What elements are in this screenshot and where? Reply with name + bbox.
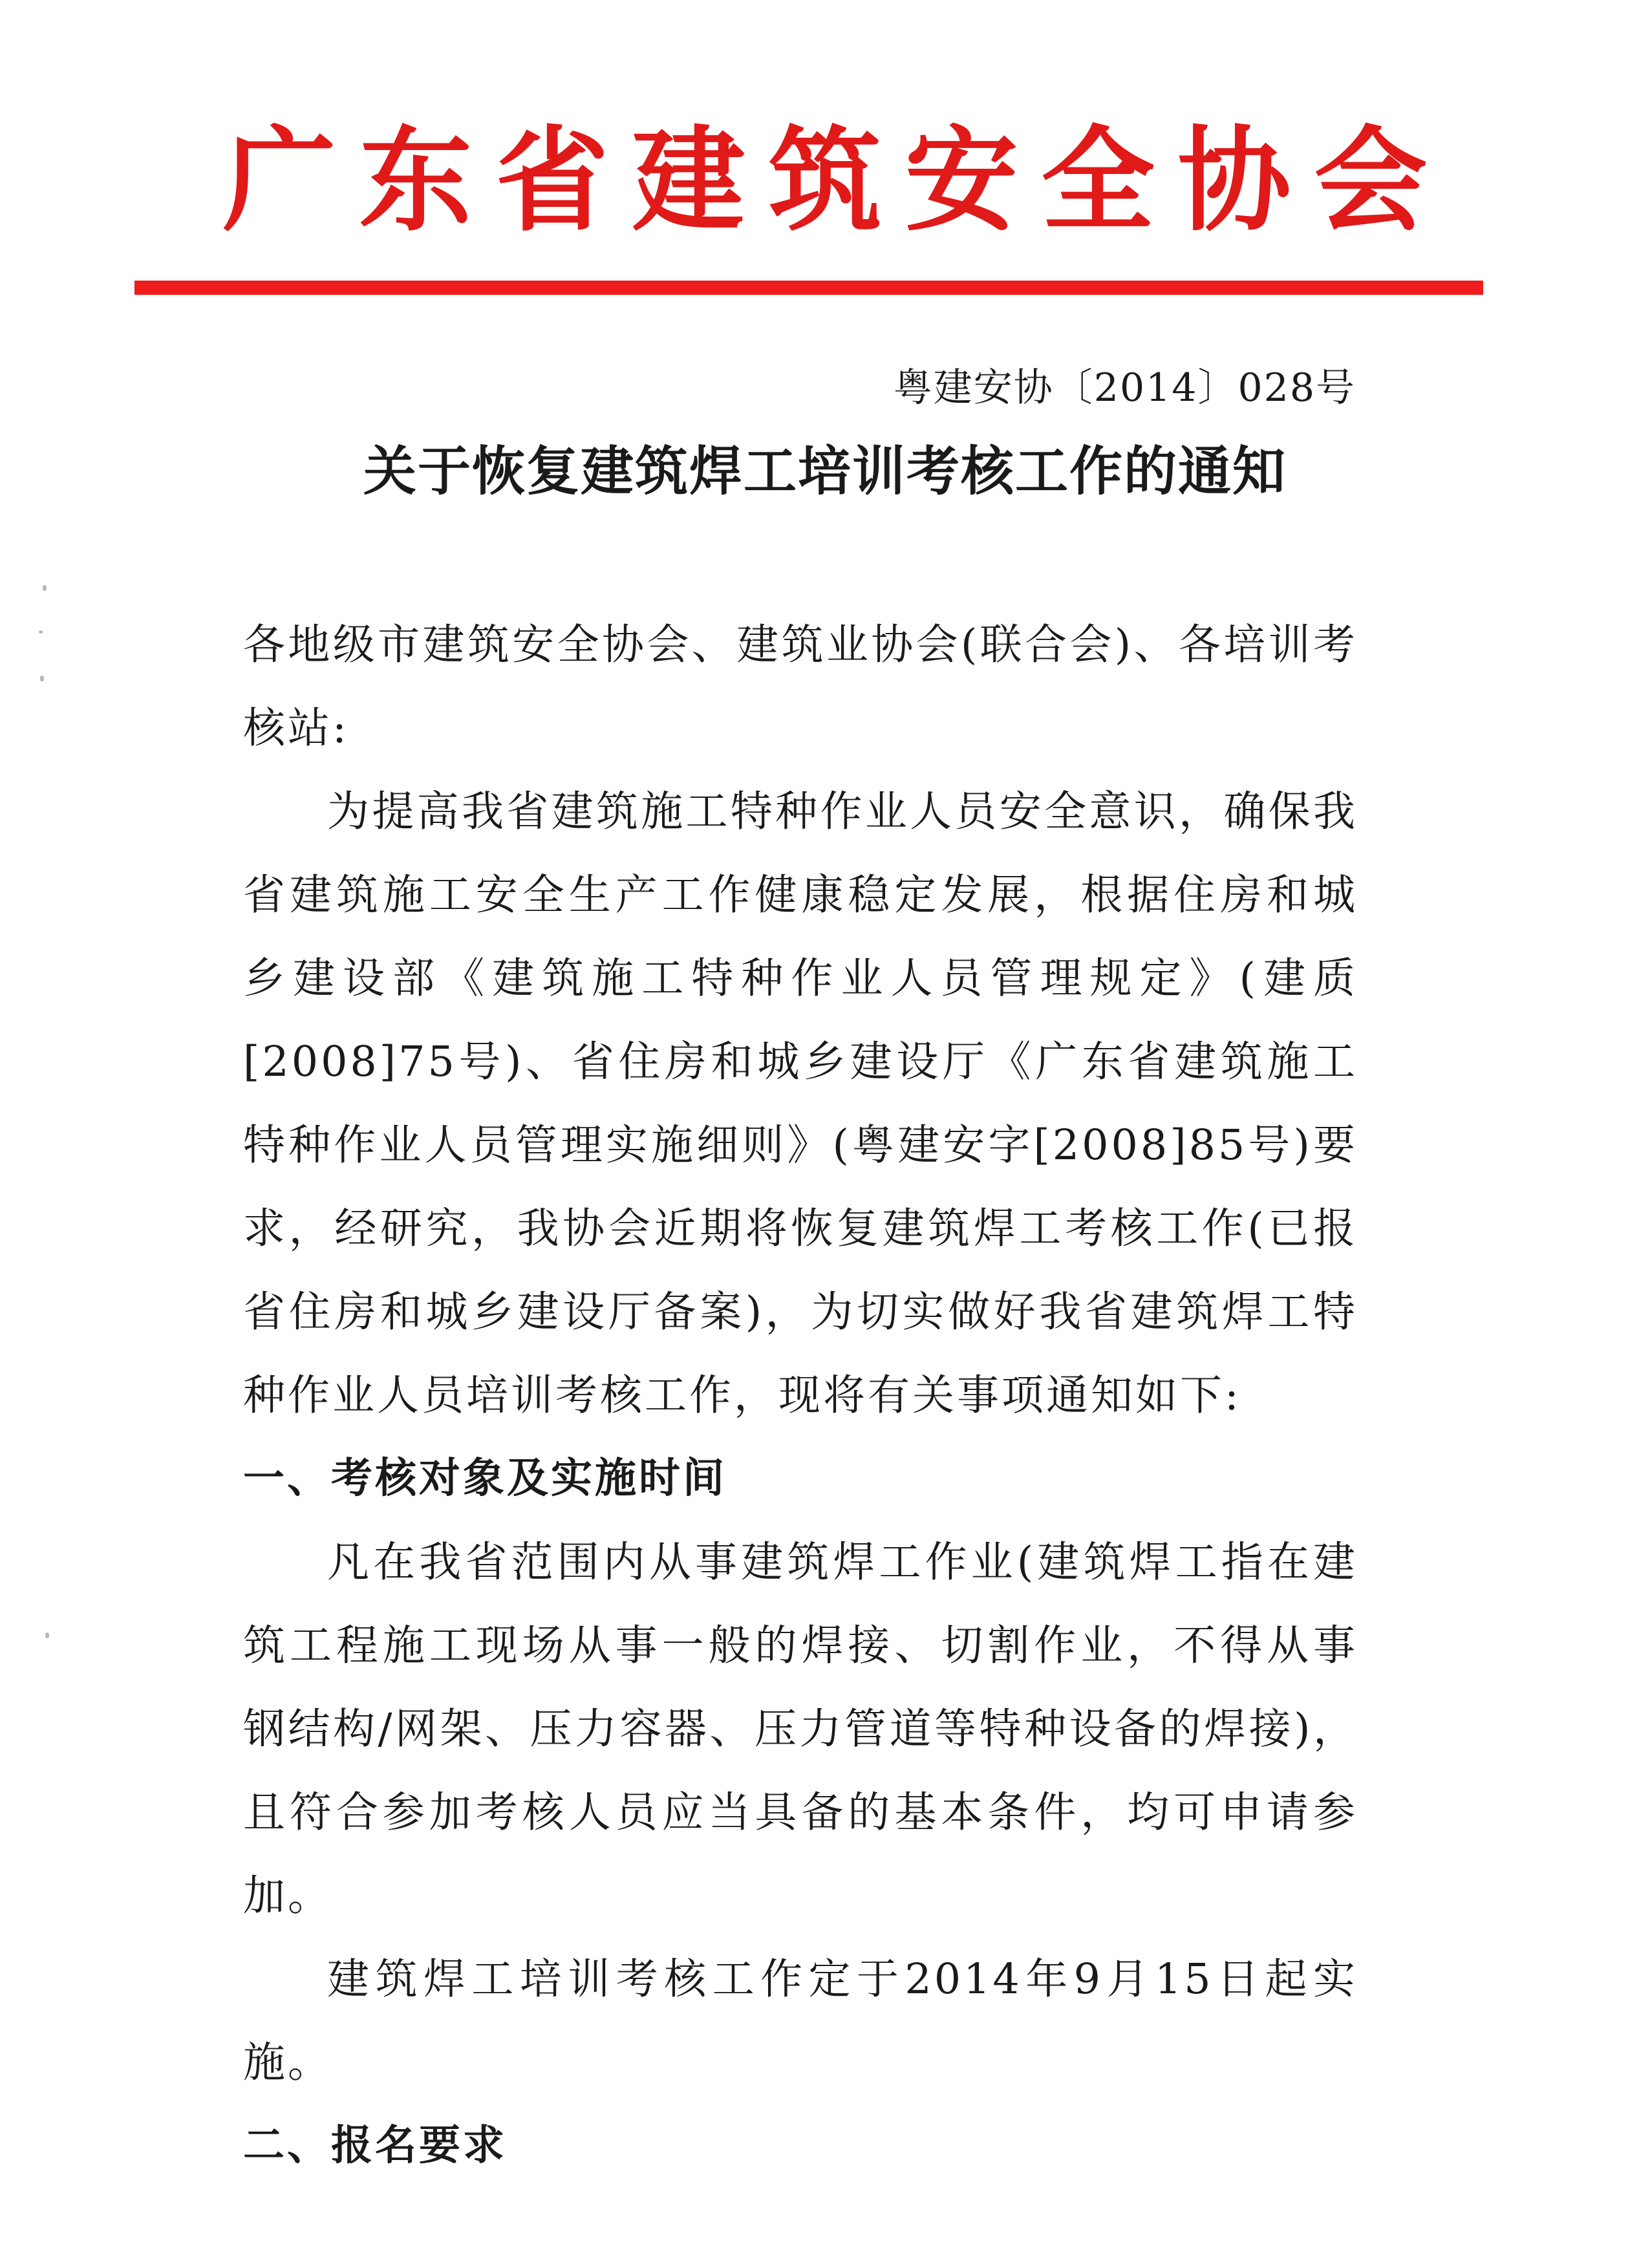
- document-number: 粤建安协〔2014〕028号: [893, 365, 1356, 411]
- section-1-paragraph: 凡在我省范围内从事建筑焊工作业(建筑焊工指在建筑工程施工现场从事一般的焊接、切割作业，不得从事钢结构/网架、压力容器、压力管道等特种设备的焊接)，且符合参加考核人员应当具备的基本条件，均可申请参加。: [243, 1538, 1358, 1920]
- scan-speck-mark: [39, 630, 43, 634]
- document-title: 关于恢复建筑焊工培训考核工作的通知: [363, 441, 1287, 502]
- salutation: 各地级市建筑安全协会、建筑业协会(联合会)、各培训考核站:: [243, 621, 1358, 753]
- scan-speck-mark: [45, 1632, 49, 1638]
- section-1-date-paragraph: 建筑焊工培训考核工作定于2014年9月15日起实施。: [243, 1955, 1358, 2087]
- letterhead-organization-name: 广东省建筑安全协会: [222, 114, 1451, 247]
- section-heading-1: 一、考核对象及实施时间: [243, 1455, 727, 1503]
- section-heading-2: 二、报名要求: [243, 2122, 507, 2170]
- intro-paragraph: 为提高我省建筑施工特种作业人员安全意识，确保我省建筑施工安全生产工作健康稳定发展，根据住房和城乡建设部《建筑施工特种作业人员管理规定》(建质[2008]75号)、省住房和城乡建设厅《广东省建筑施工特种作业人员管理实施细则》(粤建安字[2008]85号)要求，经研究，我协会近期将恢复建筑焊工考核工作(已报省住房和城乡建设厅备案)，为切实做好我省建筑焊工特种作业人员培训考核工作，现将有关事项通知如下:: [243, 787, 1358, 1420]
- scan-speck-mark: [43, 585, 47, 591]
- document-body: [243, 603, 1358, 2188]
- letterhead-red-rule: [134, 281, 1483, 295]
- scan-speck-mark: [40, 676, 44, 681]
